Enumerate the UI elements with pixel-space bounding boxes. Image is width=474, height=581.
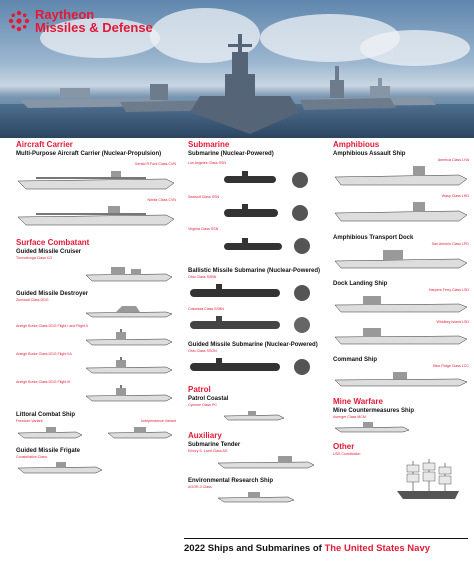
seawolf-drawing [188,200,328,222]
section-aircraft-carrier: Aircraft Carrier [16,140,73,149]
nimitz-carrier-drawing [16,203,176,229]
subsection-mine: Mine Countermeasures Ship [333,408,415,414]
class-wasp: Wasp Class LHD [441,194,469,198]
column-left [16,140,176,479]
section-research: Environmental Research Ship [188,478,274,484]
poster-title [184,543,430,554]
harpers-ferry-drawing [333,293,469,315]
zumwalt-drawing [16,303,176,319]
constitution-drawing [393,457,474,501]
class-whidbey: Whidbey Island LSD [436,320,469,324]
class-ohio-ssbn: Ohio Class SSBN [188,275,217,279]
cruiser-drawing [16,261,176,283]
class-emory-land: Emory S. Land Class AS [188,449,228,453]
class-burke-iii: Arleigh Burke Class DDG Flight III [16,380,71,384]
footer-rule [184,538,468,539]
class-virginia: Virginia Class SSN [188,227,219,231]
class-ticonderoga: Ticonderoga Class CG [16,256,53,260]
brand-logo [8,8,153,34]
class-avenger: Avenger Class MCM [333,415,366,419]
class-ford: Gerald R.Ford Class CVN [134,162,176,166]
avenger-drawing [333,420,469,434]
section-ballistic: Ballistic Missile Submarine (Nuclear-Powered) [188,268,321,274]
burke-iii-drawing [16,385,176,403]
tender-drawing [188,454,328,470]
lcs-drawings [16,424,176,440]
class-independence: Independence Variant [141,419,176,423]
class-nimitz: Nimitz Class CVN [147,198,176,202]
burke-iia-drawing [16,357,176,375]
subsection-carrier: Multi-Purpose Aircraft Carrier (Nuclear-Propulsion) [16,151,162,157]
patrol-drawing [188,408,328,422]
america-drawing [333,163,469,189]
subsection-assault: Amphibious Assault Ship [333,151,406,157]
section-dock-landing: Dock Landing Ship [333,281,388,287]
class-ohio-ssgn: Ohio Class SSGN [188,349,217,353]
class-burke-i-ii: Arleigh Burke Class DDG Flight I and Flight II [16,324,89,328]
section-surface-combatant: Surface Combatant [16,238,90,247]
wasp-drawing [333,199,469,225]
frigate-drawing [16,460,176,474]
class-harpers-ferry: Harpers Ferry Class LSD [428,288,469,292]
subsection-submarine: Submarine (Nuclear-Powered) [188,151,274,157]
brand-line1: Raytheon [35,7,95,22]
burke-i-drawing [16,329,176,347]
poster-title-highlight: The United States Navy [324,543,431,554]
section-frigate: Guided Missile Frigate [16,448,81,454]
column-right [333,140,469,506]
section-guided-sub: Guided Missile Submarine (Nuclear-Powered) [188,342,318,348]
class-zumwalt: Zumwalt Class DDG [16,298,49,302]
section-patrol: Patrol [188,385,211,394]
section-command: Command Ship [333,357,378,363]
los-angeles-drawing [188,166,328,190]
class-constellation: Constellation Class [16,455,47,459]
subsection-patrol: Patrol Coastal [188,396,229,402]
class-blue-ridge: Blue Ridge Class LCC [433,364,469,368]
raytheon-mark-icon [8,10,30,32]
class-freedom: Freedom Variant [16,419,43,423]
section-submarine: Submarine [188,140,230,149]
columbia-drawing [188,312,328,334]
class-san-antonio: San Antonio Class LPD [431,242,469,246]
section-mine-warfare: Mine Warfare [333,397,383,406]
class-los-angeles: Los Angeles Class SSN [188,161,226,165]
column-middle [188,140,328,509]
virginia-drawing [188,232,328,258]
class-burke-iia: Arleigh Burke Class DDG Flight IIA [16,352,72,356]
ford-carrier-drawing [16,167,176,193]
brand-line2: Missiles & Defense [35,20,153,35]
subsection-tender: Submarine Tender [188,442,241,448]
class-america: America Class LHA [437,158,469,162]
section-littoral: Littoral Combat Ship [16,412,75,418]
ohio-ssbn-drawing [188,280,328,302]
subsection-cruiser: Guided Missile Cruiser [16,249,82,255]
section-auxiliary: Auxiliary [188,431,222,440]
subsection-destroyer: Guided Missile Destroyer [16,291,89,297]
hero-banner [0,0,474,138]
whidbey-drawing [333,325,469,347]
ohio-ssgn-drawing [188,354,328,376]
section-amphibious: Amphibious [333,140,380,149]
class-cyclone: Cyclone Class PC [188,403,217,407]
poster-title-prefix: 2022 Ships and Submarines of [184,543,325,554]
section-transport-dock: Amphibious Transport Dock [333,235,414,241]
section-other: Other [333,442,355,451]
san-antonio-drawing [333,247,469,271]
class-seawolf: Seawolf Class SSN [188,195,220,199]
blue-ridge-drawing [333,369,469,389]
class-columbia: Columbia Class SSBN [188,307,224,311]
class-constitution: USS Constitution [333,452,361,456]
research-drawing [188,490,328,504]
class-agor: AGOR-3 Class [188,485,212,489]
